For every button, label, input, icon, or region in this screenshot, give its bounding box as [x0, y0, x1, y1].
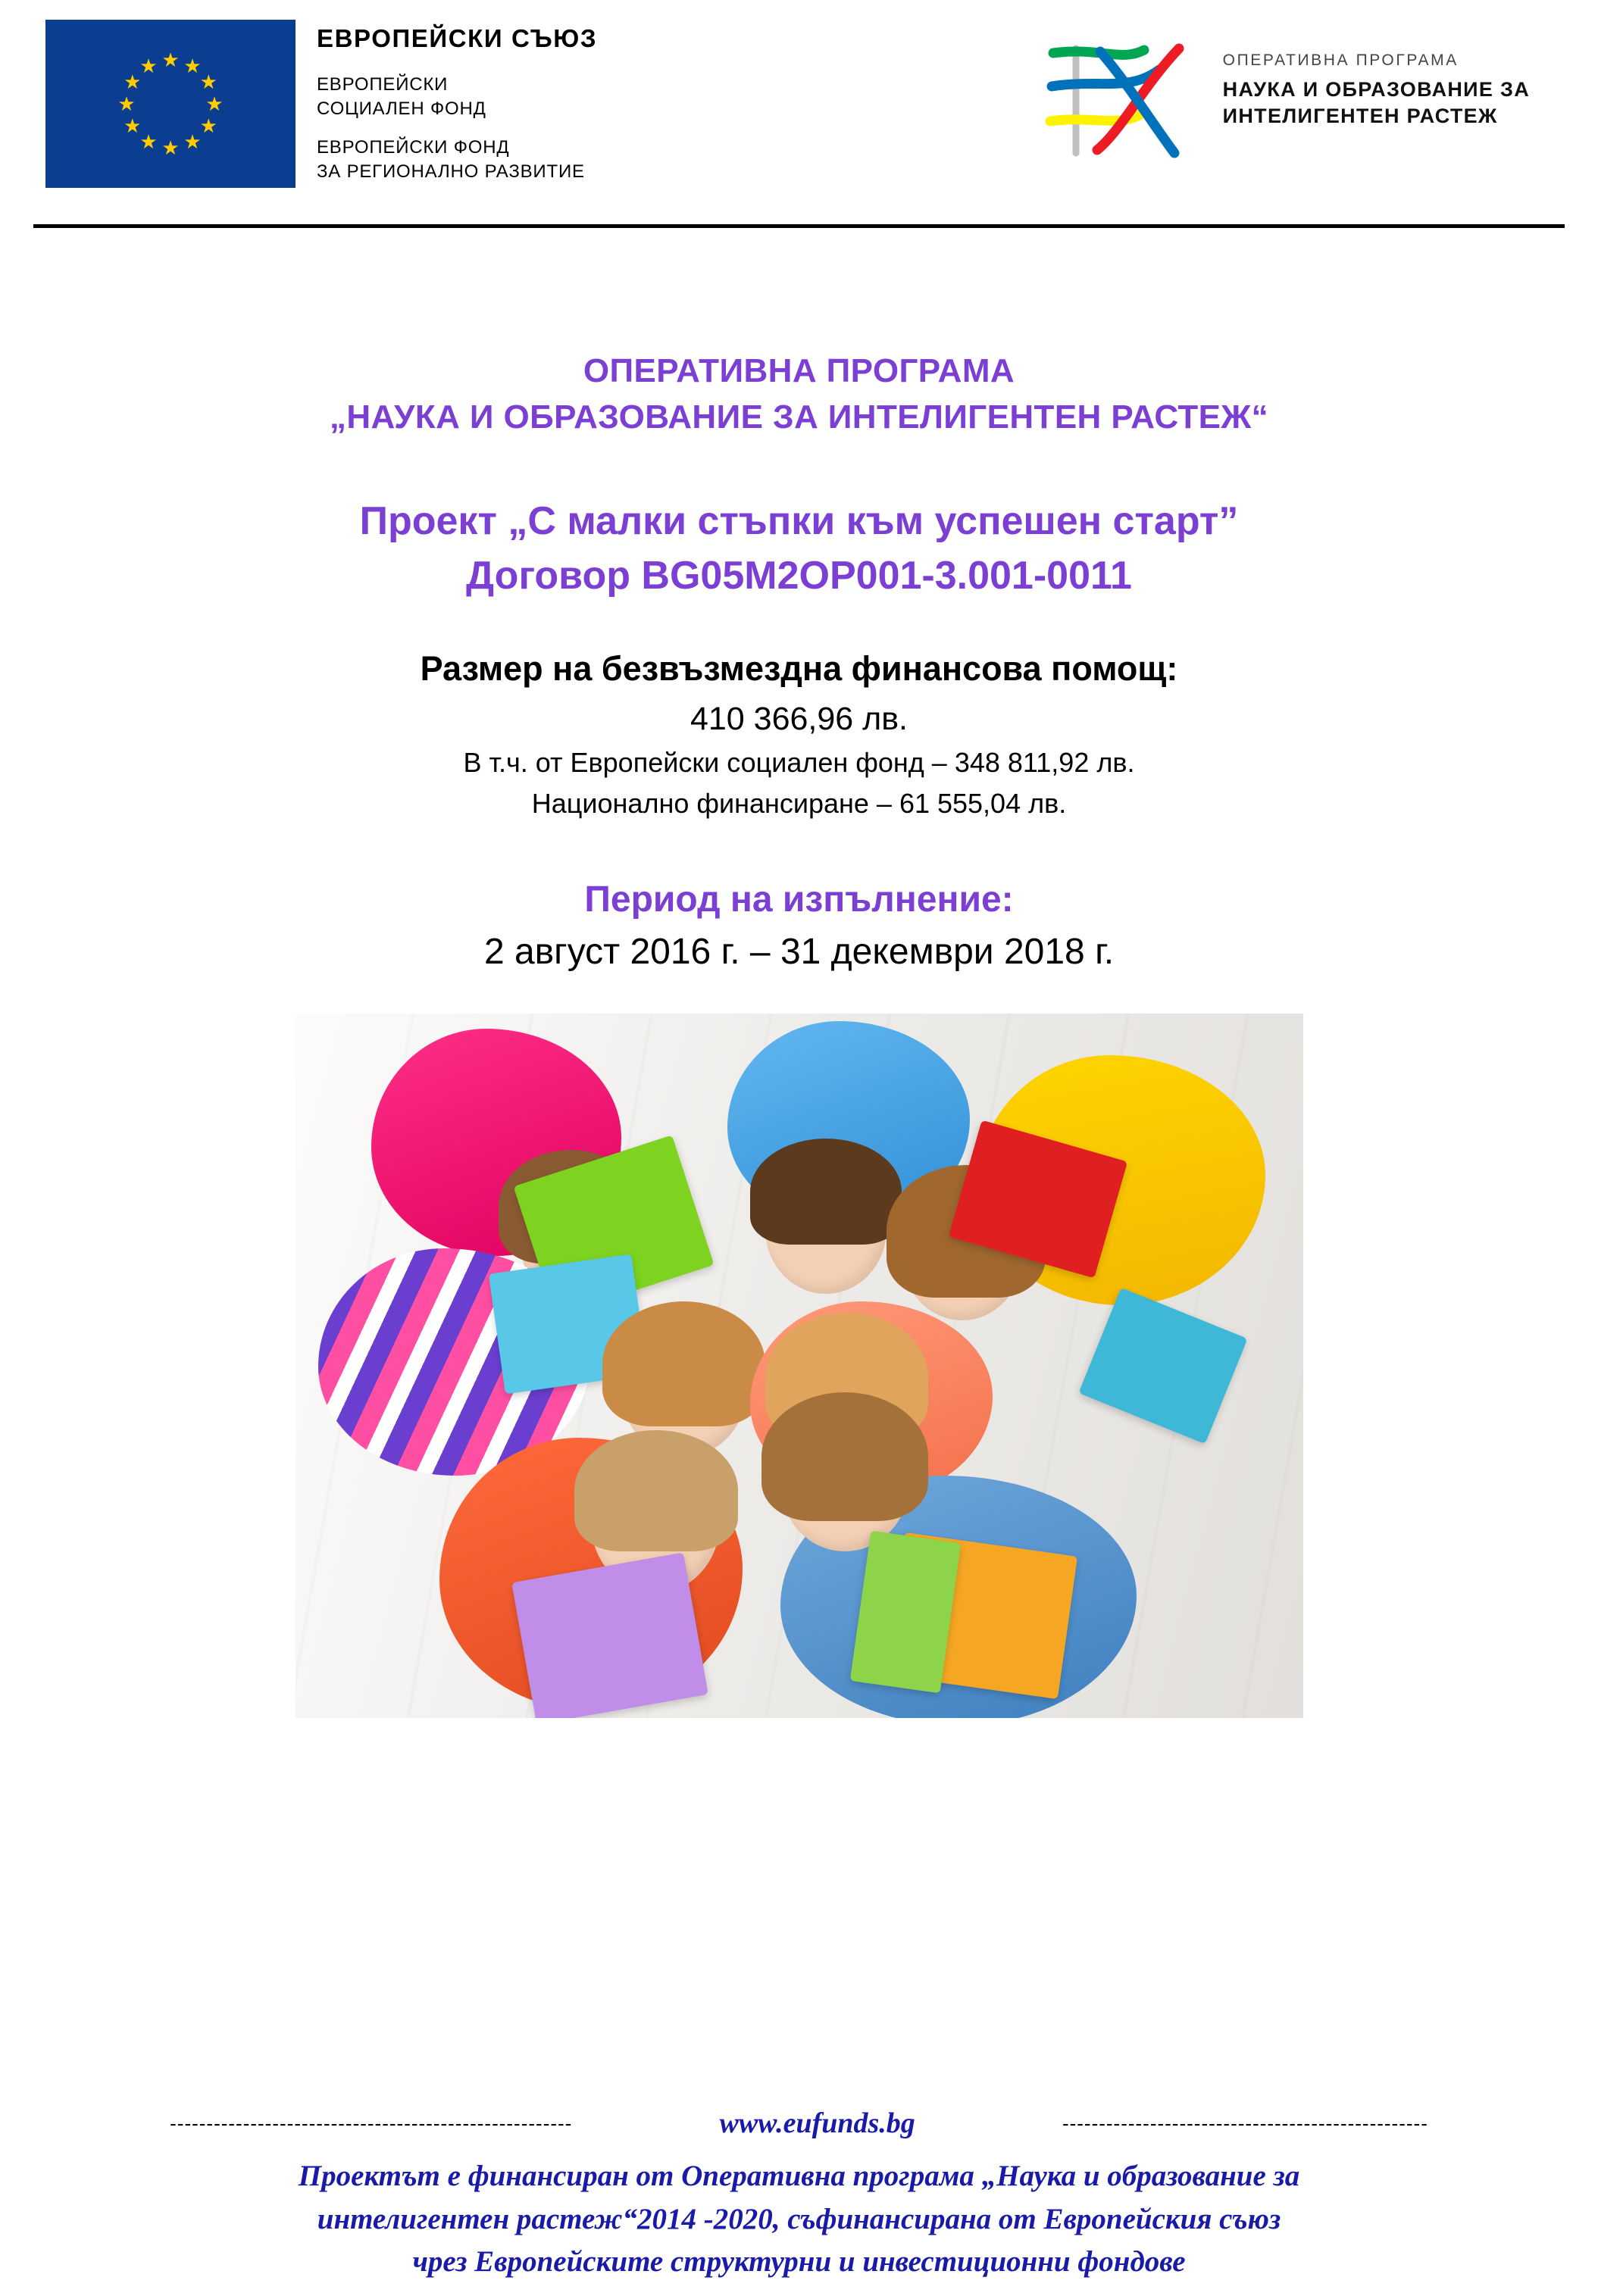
eu-regional-fund-line-2: ЗА РЕГИОНАЛНО РАЗВИТИЕ [317, 161, 585, 183]
header-logos-row [45, 20, 1553, 199]
eu-star-icon: ★ [139, 54, 158, 77]
footer-dashes-right: -------------------------------------------------- [1062, 2111, 1428, 2135]
footer-funding-line-1: Проектът е финансиран от Оперативна програма „Наука и образование за [298, 2160, 1300, 2193]
eu-social-fund-line-1: ЕВРОПЕЙСКИ [317, 74, 449, 95]
document-footer [0, 2107, 1598, 2284]
eu-star-icon: ★ [199, 114, 217, 137]
eu-emblem-block [45, 20, 597, 199]
header-divider [33, 224, 1565, 228]
project-name: Проект „С малки стъпки към успешен старт” [359, 499, 1239, 544]
document-body [0, 348, 1598, 1718]
footer-dashes-left: ------------------------------------------------------- [170, 2111, 573, 2135]
eu-stars-circle [114, 47, 227, 161]
eu-social-fund-line-2: СОЦИАЛЕН ФОНД [317, 98, 486, 119]
op-program-logo-block [1030, 20, 1553, 161]
period-value: 2 август 2016 г. – 31 декември 2018 г. [483, 931, 1115, 972]
eu-star-icon: ★ [139, 130, 158, 154]
eu-star-icon: ★ [205, 92, 224, 115]
eu-regional-fund-label [317, 136, 597, 183]
grant-amount: 410 366,96 лв. [690, 700, 908, 737]
footer-website-link[interactable]: www.eufunds.bg [719, 2107, 915, 2140]
program-title-line-2: „НАУКА И ОБРАЗОВАНИЕ ЗА ИНТЕЛИГЕНТЕН РАСТЕЖ“ [329, 398, 1268, 436]
program-title [45, 348, 1553, 440]
eu-star-icon: ★ [124, 114, 142, 137]
child-hair-4 [602, 1301, 765, 1426]
op-program-name-line-2: ИНТЕЛИГЕНТЕН РАСТЕЖ [1222, 104, 1498, 127]
eu-star-icon: ★ [183, 130, 202, 154]
eu-star-icon: ★ [124, 70, 142, 93]
op-program-label: ОПЕРАТИВНА ПРОГРАМА [1222, 52, 1459, 69]
project-title [45, 495, 1553, 604]
eu-star-icon: ★ [199, 70, 217, 93]
child-hair-6 [574, 1430, 738, 1551]
footer-website-row [30, 2107, 1568, 2140]
program-title-line-1: ОПЕРАТИВНА ПРОГРАМА [583, 352, 1015, 389]
footer-funding-statement [30, 2155, 1568, 2284]
eu-star-icon: ★ [183, 54, 202, 77]
eu-flag-icon [45, 20, 296, 188]
eu-union-title: ЕВРОПЕЙСКИ СЪЮЗ [317, 24, 598, 52]
eu-emblem-text [317, 20, 597, 199]
child-hair-7 [761, 1392, 928, 1521]
eu-star-icon: ★ [161, 136, 180, 159]
footer-funding-line-3: чрез Европейските структурни и инвестиционни фондове [412, 2245, 1186, 2279]
grant-national-share: Национално финансиране – 61 555,04 лв. [531, 787, 1067, 819]
project-contract-number: Договор BG05M2OP001-3.001-0011 [466, 554, 1132, 598]
eu-star-icon: ★ [161, 48, 180, 71]
op-program-name-line-1: НАУКА И ОБРАЗОВАНИЕ ЗА [1222, 78, 1530, 101]
eu-star-icon: ★ [117, 92, 136, 115]
grant-esf-share: В т.ч. от Европейски социален фонд – 348 811,92 лв. [463, 746, 1135, 778]
grant-label: Размер на безвъзмездна финансова помощ: [420, 648, 1178, 688]
document-header [0, 0, 1598, 227]
footer-funding-line-2: интелигентен растеж“2014 -2020, съфинансирана от Европейския съюз [317, 2202, 1281, 2235]
op-science-education-logo-icon [1030, 39, 1205, 161]
op-program-logo-text [1223, 39, 1530, 129]
period-label: Период на изпълнение: [584, 879, 1014, 920]
eu-regional-fund-line-1: ЕВРОПЕЙСКИ ФОНД [317, 137, 510, 158]
child-hair-2 [750, 1139, 902, 1245]
book-purple-1 [511, 1552, 708, 1718]
eu-social-fund-label [317, 73, 597, 120]
children-photo [296, 1014, 1303, 1718]
